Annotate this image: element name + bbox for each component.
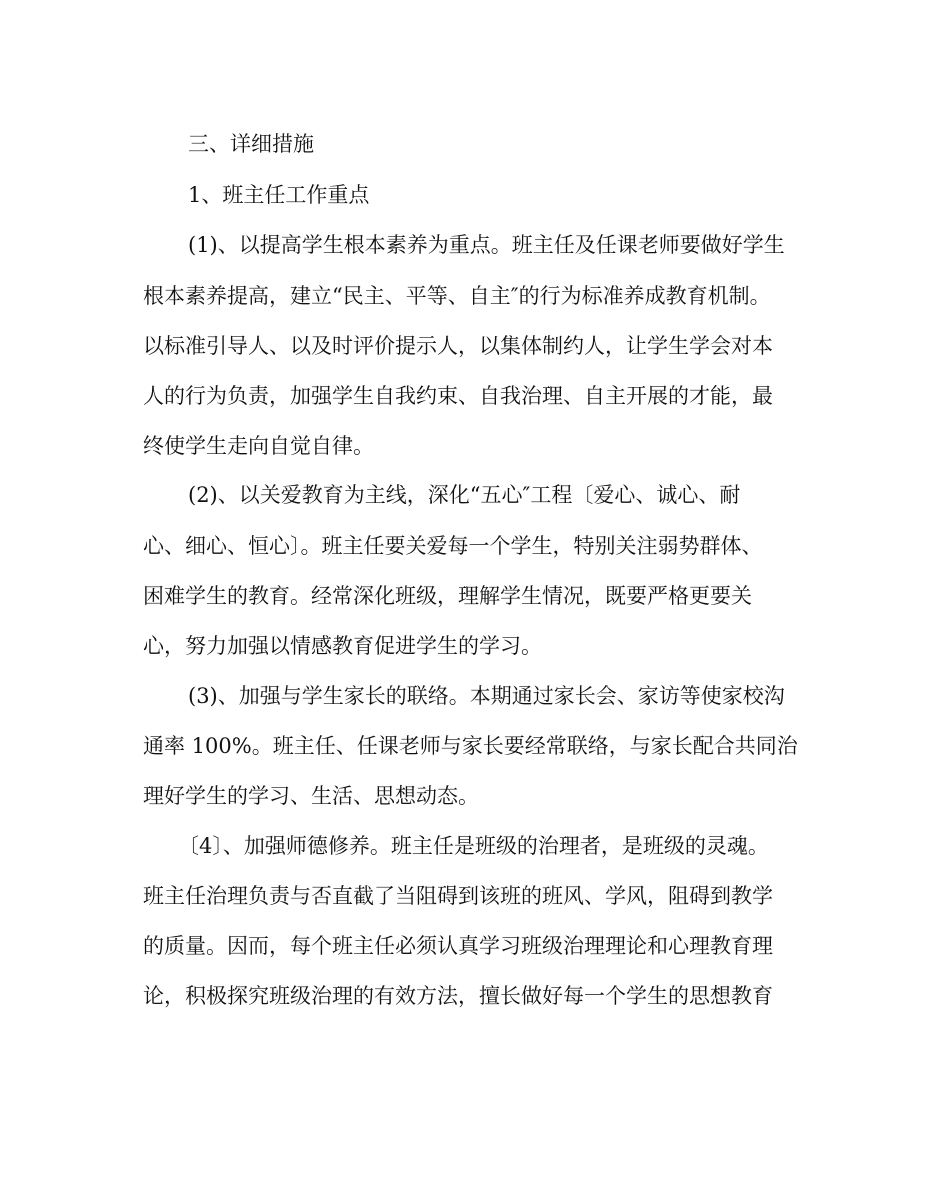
paragraph-2-line-3: 困难学生的教育。经常深化班级，理解学生情况，既要严格更要关 — [143, 584, 752, 608]
paragraph-1-line-4: 人的行为负责，加强学生自我约束、自我治理、自主开展的才能，最 — [143, 384, 773, 408]
paragraph-1-line-3: 以标准引导人、以及时评价提示人，以集体制约人，让学生学会对本 — [143, 334, 773, 358]
paragraph-4-line-3: 的质量。因而，每个班主任必须认真学习班级治理理论和心理教育理 — [143, 934, 773, 958]
paragraph-3-line-3: 理好学生的学习、生活、思想动态。 — [143, 784, 479, 808]
paragraph-2-line-2: 心、细心、恒心〕。班主任要关爱每一个学生，特别关注弱势群体、 — [143, 534, 763, 558]
paragraph-1-line-2: 根本素养提高，建立“民主、平等、自主″的行为标准养成教育机制。 — [143, 284, 771, 308]
paragraph-3-line-2: 通率 100%。班主任、任课老师与家长要经常联络，与家长配合共同治 — [143, 734, 798, 758]
paragraph-3-line-1: (3)、加强与学生家长的联络。本期通过家长会、家访等使家校沟 — [188, 684, 785, 708]
paragraph-1-line-1: (1)、以提高学生根本素养为重点。班主任及任课老师要做好学生 — [188, 233, 785, 257]
paragraph-2-line-4: 心，努力加强以情感教育促进学生的学习。 — [143, 634, 542, 658]
paragraph-4-line-2: 班主任治理负责与否直截了当阻碍到该班的班风、学风，阻碍到教学 — [143, 884, 773, 908]
paragraph-4-line-1: 〔4〕、加强师德修养。班主任是班级的治理者，是班级的灵魂。 — [178, 834, 769, 858]
paragraph-2-line-1: (2)、以关爱教育为主线，深化“五心″工程〔爱心、诚心、耐 — [188, 483, 741, 507]
paragraph-1-line-5: 终使学生走向自觉自律。 — [143, 434, 374, 458]
section-heading: 三、详细措施 — [188, 132, 314, 156]
paragraph-4-line-4: 论，积极探究班级治理的有效方法，擅长做好每一个学生的思想教育 — [143, 984, 773, 1008]
subheading: 1、班主任工作重点 — [188, 183, 370, 207]
